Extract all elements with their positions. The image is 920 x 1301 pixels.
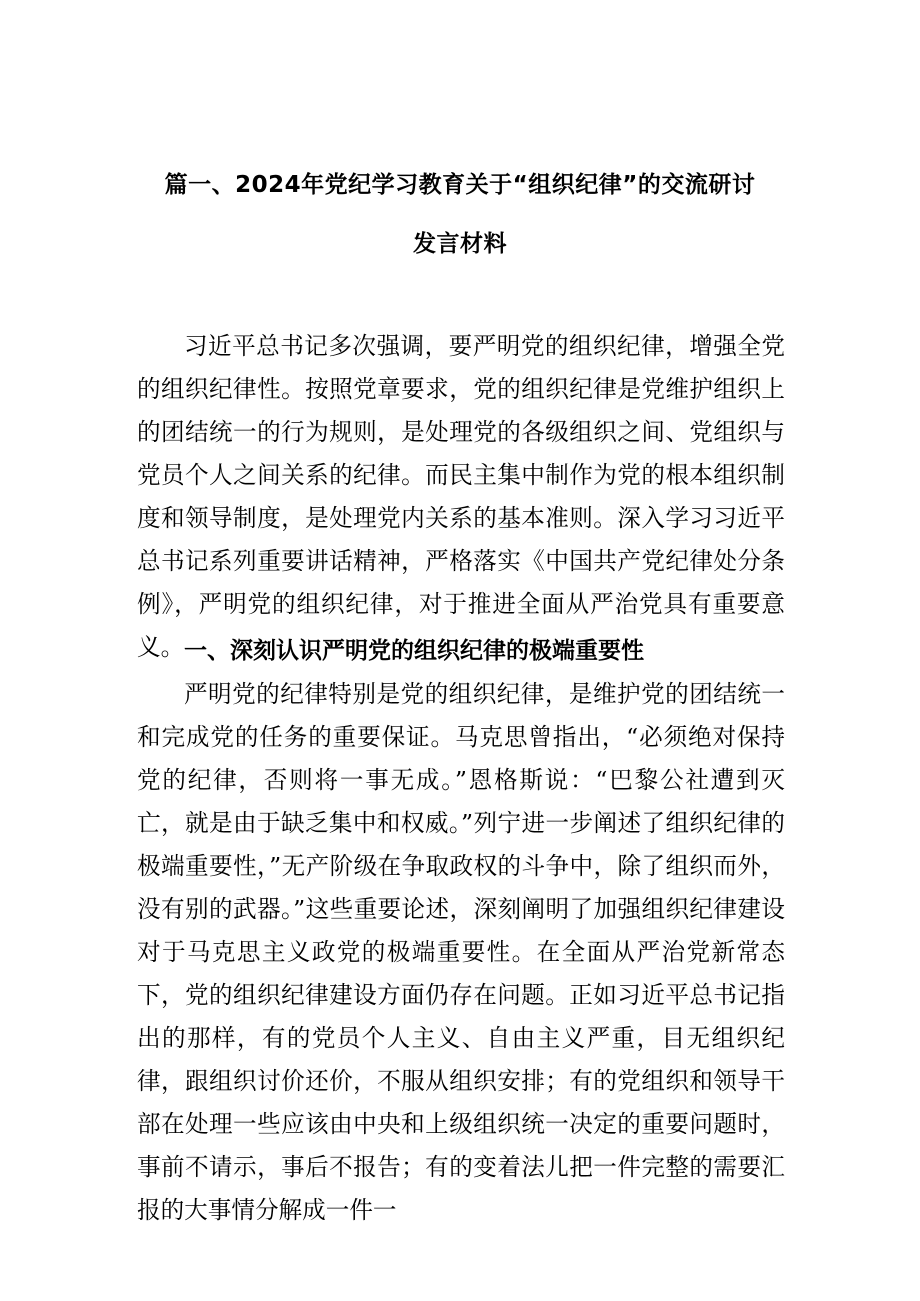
document-title-line-1: 篇一、2024年党纪学习教育关于“组织纪律”的交流研讨 (164, 172, 756, 198)
document-title-line-2: 发言材料 (413, 231, 507, 257)
intro-paragraph: 习近平总书记多次强调，要严明党的组织纪律，增强全党的组织纪律性。按照党章要求，党的组织纪律是党维护组织上的团结统一的行为规则，是处理党的各级组织之间、党组织与党员个人之间关系的纪律。而民主集中制作为党的根本组织制度和领导制度，是处理党内关系的基本准则。深入学习习近平总书记系列重要讲话精神，严格落实《中国共产党纪律处分条例》，严明党的组织纪律，对于推进全面从严治党具有重要意义。 (137, 332, 785, 661)
section-heading-1: 一、深刻认识严明党的组织纪律的极端重要性 (184, 638, 644, 664)
section-1-paragraph: 严明党的纪律特别是党的组织纪律，是维护党的团结统一和完成党的任务的重要保证。马克思曾指出，“必须绝对保持党的纪律，否则将一事无成。”恩格斯说：“巴黎公社遭到灭亡，就是由于缺乏集中和权威。”列宁进一步阐述了组织纪律的极端重要性，”无产阶级在争取政权的斗争中，除了组织而外，没有别的武器。”这些重要论述，深刻阐明了加强组织纪律建设对于马克思主义政党的极端重要性。在全面从严治党新常态下，党的组织纪律建设方面仍存在问题。正如习近平总书记指出的那样，有的党员个人主义、自由主义严重，目无组织纪律，跟组织讨价还价，不服从组织安排；有的党组织和领导干部在处理一些应该由中央和上级组织统一决定的重要问题时，事前不请示，事后不报告；有的变着法儿把一件完整的需要汇报的大事情分解成一件一 (137, 680, 785, 1224)
